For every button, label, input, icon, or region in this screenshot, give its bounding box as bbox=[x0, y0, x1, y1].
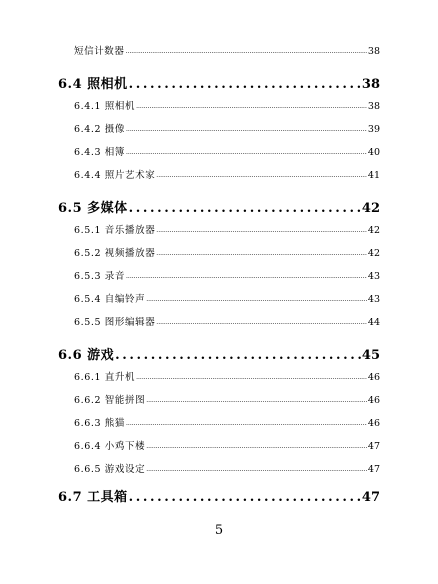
toc-entry-page: 41 bbox=[367, 170, 380, 181]
dot-leader bbox=[126, 146, 367, 160]
toc-entry-label: 6.4.3 相簿 bbox=[74, 147, 125, 158]
toc-entry[interactable] bbox=[58, 463, 380, 477]
toc-entry-label: 6.6.3 熊猫 bbox=[74, 418, 125, 429]
toc-entry[interactable] bbox=[58, 417, 380, 431]
toc-entry[interactable] bbox=[58, 123, 380, 137]
toc-entry-page: 43 bbox=[367, 294, 380, 305]
toc-entry-label: 6.6.2 智能拼图 bbox=[74, 395, 146, 406]
toc-entry[interactable] bbox=[58, 100, 380, 114]
toc-entry[interactable] bbox=[58, 247, 380, 261]
toc-entry-page: 46 bbox=[367, 372, 380, 383]
toc-section-page: 45 bbox=[361, 348, 380, 363]
toc-entry[interactable] bbox=[58, 316, 380, 330]
toc-entry-page: 42 bbox=[367, 225, 380, 236]
toc-entry-page: 39 bbox=[367, 124, 380, 135]
dot-leader bbox=[156, 316, 367, 330]
toc-entry-page: 40 bbox=[367, 147, 380, 158]
toc-entry-label: 6.5.5 图形编辑器 bbox=[74, 317, 156, 328]
dot-leader bbox=[136, 371, 367, 385]
toc-entry-label: 6.6.1 直升机 bbox=[74, 372, 136, 383]
dot-leader bbox=[146, 394, 367, 408]
dot-leader bbox=[156, 224, 367, 238]
toc-entry-label: 6.4.2 摄像 bbox=[74, 124, 125, 135]
toc-section-heading[interactable] bbox=[58, 346, 380, 366]
dot-leader bbox=[126, 123, 367, 137]
toc-entry-page: 38 bbox=[367, 46, 380, 57]
toc-entry-label: 短信计数器 bbox=[74, 46, 125, 57]
dot-leader bbox=[146, 440, 367, 454]
dot-leader bbox=[146, 463, 367, 477]
toc-entry-label: 6.5.2 视频播放器 bbox=[74, 248, 156, 259]
toc-entry-page: 44 bbox=[367, 317, 380, 328]
toc-entry[interactable] bbox=[58, 224, 380, 238]
toc-section-page: 47 bbox=[361, 490, 380, 505]
toc-entry-page: 46 bbox=[367, 395, 380, 406]
dot-leader bbox=[156, 247, 367, 261]
toc-entry-page: 46 bbox=[367, 418, 380, 429]
dot-leader bbox=[129, 75, 361, 95]
toc-entry[interactable] bbox=[58, 146, 380, 160]
toc-entry-label: 6.6.5 游戏设定 bbox=[74, 464, 146, 475]
toc-section-label: 6.7 工具箱 bbox=[58, 490, 128, 505]
dot-leader bbox=[136, 100, 367, 114]
toc-entry-label: 6.6.4 小鸡下楼 bbox=[74, 441, 146, 452]
toc-section-page: 38 bbox=[361, 77, 380, 92]
dot-leader bbox=[115, 346, 361, 366]
dot-leader bbox=[126, 45, 367, 59]
page-number: 5 bbox=[214, 523, 224, 538]
toc-entry[interactable] bbox=[58, 169, 380, 183]
toc-section-label: 6.4 照相机 bbox=[58, 77, 128, 92]
toc-entry-label: 6.5.3 录音 bbox=[74, 271, 125, 282]
dot-leader bbox=[156, 169, 367, 183]
toc-section-label: 6.6 游戏 bbox=[58, 348, 115, 363]
toc-section-label: 6.5 多媒体 bbox=[58, 201, 128, 216]
toc-entry[interactable] bbox=[58, 394, 380, 408]
toc-entry[interactable] bbox=[58, 440, 380, 454]
toc-entry[interactable] bbox=[58, 371, 380, 385]
dot-leader bbox=[126, 270, 367, 284]
dot-leader bbox=[126, 417, 367, 431]
toc-entry-page: 47 bbox=[367, 464, 380, 475]
toc-entry-page: 38 bbox=[367, 101, 380, 112]
dot-leader bbox=[129, 199, 361, 219]
toc-entry[interactable] bbox=[58, 45, 380, 59]
toc-entry-label: 6.5.4 自编铃声 bbox=[74, 294, 146, 305]
toc-entry-label: 6.4.1 照相机 bbox=[74, 101, 136, 112]
toc-entry-page: 42 bbox=[367, 248, 380, 259]
toc-section-heading[interactable] bbox=[58, 75, 380, 95]
dot-leader bbox=[146, 293, 367, 307]
toc-entry[interactable] bbox=[58, 293, 380, 307]
dot-leader bbox=[129, 488, 361, 508]
toc-entry-page: 43 bbox=[367, 271, 380, 282]
toc-entry-page: 47 bbox=[367, 441, 380, 452]
toc-section-heading[interactable] bbox=[58, 488, 380, 508]
toc-entry[interactable] bbox=[58, 270, 380, 284]
toc-entry-label: 6.5.1 音乐播放器 bbox=[74, 225, 156, 236]
toc-section-heading[interactable] bbox=[58, 199, 380, 219]
toc-entry-label: 6.4.4 照片艺术家 bbox=[74, 170, 156, 181]
toc-section-page: 42 bbox=[361, 201, 380, 216]
